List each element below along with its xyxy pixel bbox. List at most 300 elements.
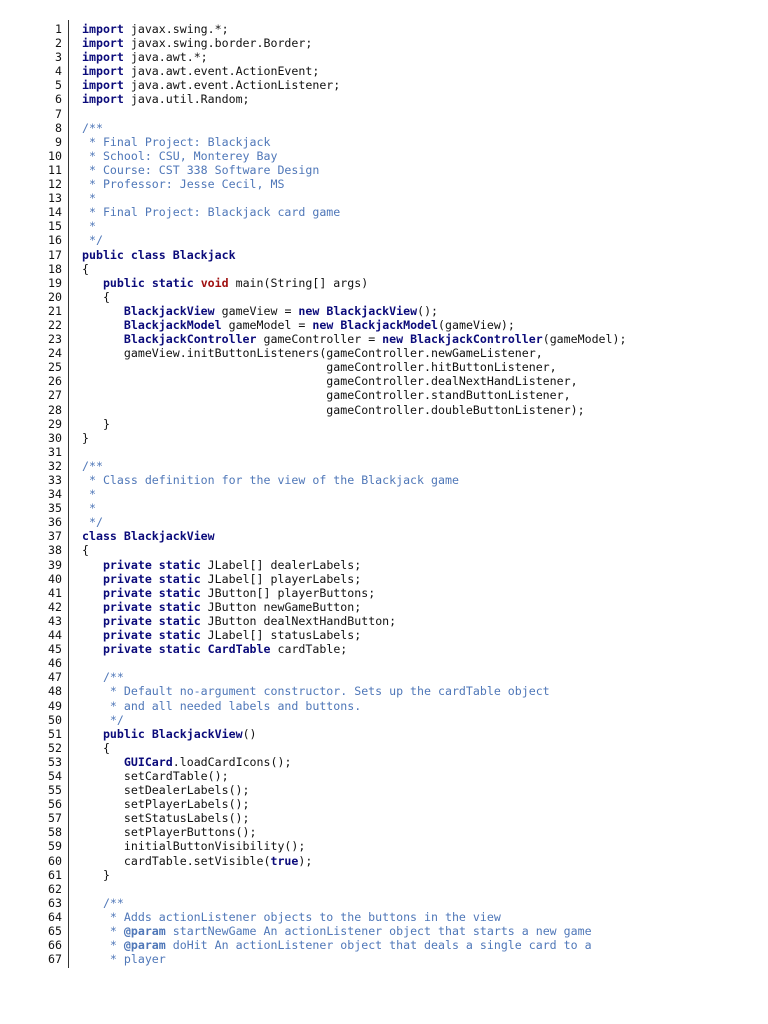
code-text bbox=[82, 417, 110, 431]
code-token: javax.swing.*; bbox=[123, 22, 229, 36]
code-line bbox=[0, 924, 768, 938]
line-number: 29 bbox=[48, 416, 62, 431]
code-token bbox=[82, 586, 103, 600]
code-token: cardTable.setVisible( bbox=[82, 853, 271, 868]
code-token bbox=[166, 248, 173, 262]
code-token: */ bbox=[82, 712, 124, 727]
code-token: import bbox=[82, 22, 124, 36]
code-token: * Final Project: Blackjack card game bbox=[82, 205, 341, 220]
line-number: 46 bbox=[48, 656, 62, 671]
line-number: 63 bbox=[48, 895, 62, 910]
line-number: 57 bbox=[48, 811, 62, 826]
code-text bbox=[82, 346, 543, 360]
code-line bbox=[0, 741, 768, 755]
line-number: 25 bbox=[48, 360, 62, 375]
code-token: new bbox=[298, 303, 320, 318]
code-token: * bbox=[82, 924, 124, 938]
code-text bbox=[82, 896, 124, 910]
code-line bbox=[0, 727, 768, 741]
code-token bbox=[82, 332, 124, 346]
code-text bbox=[82, 431, 89, 445]
code-token bbox=[117, 529, 124, 543]
code-text bbox=[82, 572, 361, 586]
code-token: */ bbox=[82, 233, 103, 248]
code-line bbox=[0, 248, 768, 262]
code-token: * bbox=[82, 191, 96, 206]
code-token: { bbox=[82, 543, 89, 558]
line-number: 61 bbox=[48, 867, 62, 882]
code-token: gameController.hitButtonListener, bbox=[82, 360, 557, 375]
line-number: 64 bbox=[48, 909, 62, 924]
line-number: 12 bbox=[48, 177, 62, 192]
code-text bbox=[82, 811, 250, 825]
line-number: 32 bbox=[48, 458, 62, 473]
code-line bbox=[0, 825, 768, 839]
code-token: java.awt.event.ActionListener; bbox=[123, 78, 341, 93]
code-token: .loadCardIcons(); bbox=[172, 754, 292, 769]
code-token bbox=[82, 572, 103, 586]
code-line bbox=[0, 543, 768, 557]
code-token bbox=[82, 614, 103, 628]
code-token: * bbox=[82, 501, 96, 516]
code-token: BlackjackModel bbox=[123, 317, 222, 332]
code-token: CardTable bbox=[207, 642, 271, 657]
code-line bbox=[0, 755, 768, 769]
code-token: * School: CSU, Monterey Bay bbox=[82, 148, 278, 163]
line-number: 44 bbox=[48, 628, 62, 643]
code-line bbox=[0, 868, 768, 882]
line-number: 2 bbox=[55, 36, 62, 51]
line-number: 67 bbox=[48, 952, 62, 967]
code-text bbox=[82, 205, 340, 219]
code-token: cardTable; bbox=[270, 642, 348, 657]
code-token bbox=[82, 318, 124, 332]
code-line bbox=[0, 839, 768, 853]
code-line bbox=[0, 219, 768, 233]
code-line bbox=[0, 149, 768, 163]
line-number: 31 bbox=[48, 444, 62, 459]
code-line bbox=[0, 445, 768, 459]
code-line bbox=[0, 332, 768, 346]
code-line bbox=[0, 854, 768, 868]
code-line bbox=[0, 431, 768, 445]
code-line bbox=[0, 769, 768, 783]
line-number: 1 bbox=[55, 22, 62, 36]
line-number: 59 bbox=[48, 839, 62, 854]
code-token: setPlayerLabels(); bbox=[82, 797, 250, 812]
line-number: 14 bbox=[48, 205, 62, 220]
code-token: javax.swing.border.Border; bbox=[123, 36, 313, 51]
code-text bbox=[82, 388, 571, 402]
code-token bbox=[82, 727, 103, 741]
line-number: 52 bbox=[48, 740, 62, 755]
code-token: () bbox=[242, 726, 257, 741]
line-number: 9 bbox=[55, 134, 62, 149]
line-number: 24 bbox=[48, 346, 62, 361]
line-number: 22 bbox=[48, 317, 62, 332]
code-text bbox=[82, 868, 110, 882]
code-token: gameController.standButtonListener, bbox=[82, 388, 571, 403]
code-token bbox=[82, 304, 124, 318]
code-text bbox=[82, 586, 375, 600]
code-token: java.awt.*; bbox=[123, 50, 208, 65]
line-number: 33 bbox=[48, 473, 62, 487]
code-line bbox=[0, 276, 768, 290]
code-text bbox=[82, 360, 557, 374]
code-token: BlackjackView bbox=[123, 303, 215, 318]
code-line bbox=[0, 811, 768, 825]
code-text bbox=[82, 276, 368, 290]
code-token: java.awt.event.ActionEvent; bbox=[123, 64, 320, 79]
code-text bbox=[82, 529, 215, 543]
code-line bbox=[0, 205, 768, 219]
line-number: 55 bbox=[48, 783, 62, 798]
code-line bbox=[0, 656, 768, 670]
code-text bbox=[82, 248, 236, 262]
code-text bbox=[82, 304, 438, 318]
line-number: 30 bbox=[48, 430, 62, 445]
code-token: setPlayerButtons(); bbox=[82, 825, 257, 840]
code-token: import bbox=[82, 50, 124, 65]
code-token: @param bbox=[123, 938, 166, 953]
code-line bbox=[0, 670, 768, 684]
code-token: doHit An actionListener object that deals a single card to a bbox=[165, 938, 592, 953]
code-text bbox=[82, 64, 319, 78]
code-token: /** bbox=[82, 458, 103, 473]
code-token: private static bbox=[102, 571, 201, 586]
code-text bbox=[82, 684, 550, 698]
line-number: 26 bbox=[48, 374, 62, 389]
code-token: (); bbox=[417, 303, 439, 318]
code-text bbox=[82, 854, 312, 868]
code-token: * player bbox=[82, 952, 166, 967]
line-number: 39 bbox=[48, 557, 62, 572]
code-text bbox=[82, 473, 459, 487]
code-line bbox=[0, 938, 768, 952]
line-number: 41 bbox=[48, 585, 62, 600]
code-token: private static bbox=[102, 599, 201, 614]
code-token: * Professor: Jesse Cecil, MS bbox=[82, 177, 285, 192]
code-token: setStatusLabels(); bbox=[82, 811, 250, 826]
code-text bbox=[82, 332, 626, 346]
code-line bbox=[0, 64, 768, 78]
code-token: JLabel[] statusLabels; bbox=[200, 628, 362, 643]
code-line bbox=[0, 501, 768, 515]
code-line bbox=[0, 135, 768, 149]
code-token: true bbox=[270, 853, 299, 868]
code-token: (gameModel); bbox=[542, 332, 627, 347]
line-number: 54 bbox=[48, 768, 62, 783]
code-token: * Class definition for the view of the Blackjack game bbox=[82, 473, 459, 487]
code-token bbox=[82, 276, 103, 290]
code-token: BlackjackController bbox=[410, 332, 543, 347]
code-token: JButton dealNextHandButton; bbox=[200, 613, 397, 628]
code-line bbox=[0, 262, 768, 276]
code-token: BlackjackModel bbox=[340, 317, 439, 332]
line-number: 58 bbox=[48, 825, 62, 840]
code-text bbox=[82, 149, 277, 163]
code-text bbox=[82, 558, 361, 572]
code-token: private static bbox=[102, 557, 201, 572]
line-number: 28 bbox=[48, 402, 62, 417]
code-text bbox=[82, 699, 361, 713]
code-token: gameModel = bbox=[221, 317, 313, 332]
code-line bbox=[0, 529, 768, 543]
code-token: } bbox=[82, 867, 110, 882]
code-line bbox=[0, 515, 768, 529]
code-line bbox=[0, 797, 768, 811]
code-line bbox=[0, 473, 768, 487]
code-token: BlackjackView bbox=[151, 726, 243, 741]
code-text bbox=[82, 515, 103, 529]
line-number: 18 bbox=[48, 261, 62, 276]
code-token: class bbox=[82, 529, 117, 544]
line-number: 15 bbox=[48, 219, 62, 234]
code-token: } bbox=[82, 416, 110, 431]
line-number: 42 bbox=[48, 599, 62, 614]
code-line bbox=[0, 22, 768, 36]
line-number: 16 bbox=[48, 233, 62, 248]
line-number: 8 bbox=[55, 120, 62, 135]
code-line bbox=[0, 614, 768, 628]
code-line bbox=[0, 318, 768, 332]
code-token: JButton newGameButton; bbox=[200, 599, 362, 614]
code-token: setDealerLabels(); bbox=[82, 783, 250, 798]
line-number: 45 bbox=[48, 642, 62, 657]
code-token: { bbox=[82, 289, 110, 304]
line-number: 3 bbox=[55, 50, 62, 65]
code-text bbox=[82, 135, 270, 149]
code-line bbox=[0, 290, 768, 304]
code-text bbox=[82, 487, 96, 501]
code-text bbox=[82, 262, 89, 276]
code-text bbox=[82, 191, 96, 205]
code-text bbox=[82, 459, 103, 473]
code-line bbox=[0, 882, 768, 896]
code-text bbox=[82, 219, 96, 233]
code-token: private static bbox=[102, 628, 201, 643]
line-number: 38 bbox=[48, 543, 62, 558]
code-token: gameController.doubleButtonListener); bbox=[82, 402, 585, 417]
code-text bbox=[82, 910, 501, 924]
code-line bbox=[0, 459, 768, 473]
code-token: { bbox=[82, 740, 110, 755]
code-line bbox=[0, 783, 768, 797]
line-number: 21 bbox=[48, 303, 62, 318]
code-text bbox=[82, 403, 585, 417]
code-line bbox=[0, 600, 768, 614]
line-number: 50 bbox=[48, 712, 62, 727]
code-token bbox=[82, 558, 103, 572]
code-text bbox=[82, 177, 284, 191]
code-line bbox=[0, 107, 768, 121]
code-listing bbox=[0, 22, 768, 966]
code-token: private static bbox=[102, 613, 201, 628]
code-token: * and all needed labels and buttons. bbox=[82, 698, 362, 713]
code-text bbox=[82, 628, 361, 642]
code-token: BlackjackView bbox=[326, 303, 418, 318]
line-number: 49 bbox=[48, 698, 62, 713]
code-text bbox=[82, 290, 110, 304]
code-line bbox=[0, 304, 768, 318]
code-text bbox=[82, 924, 592, 938]
code-token: JLabel[] dealerLabels; bbox=[200, 557, 362, 572]
code-token: import bbox=[82, 78, 124, 93]
line-number: 66 bbox=[48, 938, 62, 953]
code-token: * Adds actionListener objects to the buttons in the view bbox=[82, 909, 501, 924]
code-text bbox=[82, 769, 229, 783]
code-token: java.util.Random; bbox=[123, 92, 250, 107]
code-token: */ bbox=[82, 515, 103, 530]
code-line bbox=[0, 36, 768, 50]
code-text bbox=[82, 825, 257, 839]
line-number: 23 bbox=[48, 332, 62, 347]
code-text bbox=[82, 670, 124, 684]
line-number: 37 bbox=[48, 529, 62, 544]
code-token: gameView = bbox=[214, 303, 299, 318]
code-line bbox=[0, 417, 768, 431]
code-line bbox=[0, 191, 768, 205]
code-text bbox=[82, 318, 515, 332]
line-number: 40 bbox=[48, 571, 62, 586]
line-number: 48 bbox=[48, 684, 62, 699]
code-token bbox=[145, 727, 152, 741]
code-token: JButton[] playerButtons; bbox=[200, 585, 376, 600]
line-number: 62 bbox=[48, 881, 62, 896]
code-text bbox=[82, 36, 312, 50]
code-token: import bbox=[82, 64, 124, 79]
code-line bbox=[0, 684, 768, 698]
code-token bbox=[82, 628, 103, 642]
code-token: JLabel[] playerLabels; bbox=[200, 571, 362, 586]
code-text bbox=[82, 22, 229, 36]
code-token: * bbox=[82, 219, 96, 234]
code-text bbox=[82, 233, 103, 247]
code-line bbox=[0, 713, 768, 727]
code-text bbox=[82, 952, 166, 966]
code-token: new bbox=[382, 332, 404, 347]
code-line bbox=[0, 699, 768, 713]
code-token: setCardTable(); bbox=[82, 768, 229, 783]
line-number: 35 bbox=[48, 501, 62, 516]
line-number: 6 bbox=[55, 92, 62, 107]
code-token: } bbox=[82, 430, 89, 445]
code-line bbox=[0, 121, 768, 135]
code-token: public bbox=[102, 726, 145, 741]
code-token: gameController = bbox=[256, 332, 383, 347]
code-token: (gameView); bbox=[438, 317, 515, 332]
code-token: /** bbox=[82, 670, 124, 685]
code-text bbox=[82, 614, 396, 628]
code-token: * bbox=[82, 938, 124, 953]
line-number: 11 bbox=[48, 162, 62, 177]
code-token: { bbox=[82, 261, 89, 276]
code-text bbox=[82, 642, 347, 656]
code-text bbox=[82, 741, 110, 755]
code-line bbox=[0, 487, 768, 501]
code-line bbox=[0, 952, 768, 966]
line-number: 27 bbox=[48, 388, 62, 403]
code-token: gameController.dealNextHandListener, bbox=[82, 374, 578, 389]
code-token: GUICard bbox=[123, 754, 173, 769]
code-token: BlackjackView bbox=[123, 529, 215, 544]
line-number: 47 bbox=[48, 670, 62, 685]
code-line bbox=[0, 642, 768, 656]
code-text bbox=[82, 163, 319, 177]
code-line bbox=[0, 233, 768, 247]
code-token bbox=[82, 642, 103, 656]
code-token: public static bbox=[102, 275, 194, 290]
code-token: Blackjack bbox=[172, 247, 236, 262]
code-token: startNewGame An actionListener object that starts a new game bbox=[165, 924, 592, 938]
code-text bbox=[82, 938, 592, 952]
code-text bbox=[82, 50, 208, 64]
code-token: /** bbox=[82, 120, 103, 135]
code-text bbox=[82, 600, 361, 614]
code-line bbox=[0, 374, 768, 388]
code-line bbox=[0, 628, 768, 642]
line-number: 10 bbox=[48, 148, 62, 163]
code-token: @param bbox=[123, 924, 166, 938]
line-number: 60 bbox=[48, 853, 62, 868]
line-number: 53 bbox=[48, 754, 62, 769]
line-number: 17 bbox=[48, 247, 62, 262]
code-line bbox=[0, 558, 768, 572]
code-line bbox=[0, 78, 768, 92]
code-line bbox=[0, 92, 768, 106]
line-number: 65 bbox=[48, 924, 62, 938]
code-text bbox=[82, 543, 89, 557]
code-token bbox=[82, 755, 124, 769]
code-token: initialButtonVisibility(); bbox=[82, 839, 306, 854]
line-number: 36 bbox=[48, 515, 62, 530]
code-token: private static bbox=[102, 642, 201, 657]
code-line bbox=[0, 586, 768, 600]
code-text bbox=[82, 374, 578, 388]
code-token: void bbox=[200, 275, 229, 290]
code-token: /** bbox=[82, 895, 124, 910]
code-token: ); bbox=[298, 853, 313, 868]
code-text bbox=[82, 839, 305, 853]
code-token: import bbox=[82, 36, 124, 51]
code-text bbox=[82, 121, 103, 135]
code-text bbox=[82, 501, 96, 515]
code-token: gameView.initButtonListeners(gameController.newGameListener, bbox=[82, 346, 543, 361]
code-text bbox=[82, 755, 291, 769]
code-line bbox=[0, 346, 768, 360]
code-line bbox=[0, 177, 768, 191]
code-token: BlackjackController bbox=[123, 332, 257, 347]
code-text bbox=[82, 783, 250, 797]
code-token: private static bbox=[102, 585, 201, 600]
line-number: 7 bbox=[55, 106, 62, 121]
code-token: main(String[] args) bbox=[228, 275, 369, 290]
line-number: 19 bbox=[48, 275, 62, 290]
code-text bbox=[82, 713, 124, 727]
code-text bbox=[82, 797, 250, 811]
line-number: 34 bbox=[48, 487, 62, 502]
line-number: 4 bbox=[55, 64, 62, 79]
line-number: 51 bbox=[48, 726, 62, 741]
code-token: public class bbox=[82, 247, 166, 262]
code-line bbox=[0, 572, 768, 586]
code-token: * Default no-argument constructor. Sets up the cardTable object bbox=[82, 684, 550, 699]
code-token bbox=[194, 276, 201, 290]
code-token: import bbox=[82, 92, 124, 107]
code-text bbox=[82, 78, 340, 92]
code-token: * Final Project: Blackjack bbox=[82, 134, 271, 149]
line-number: 43 bbox=[48, 613, 62, 628]
